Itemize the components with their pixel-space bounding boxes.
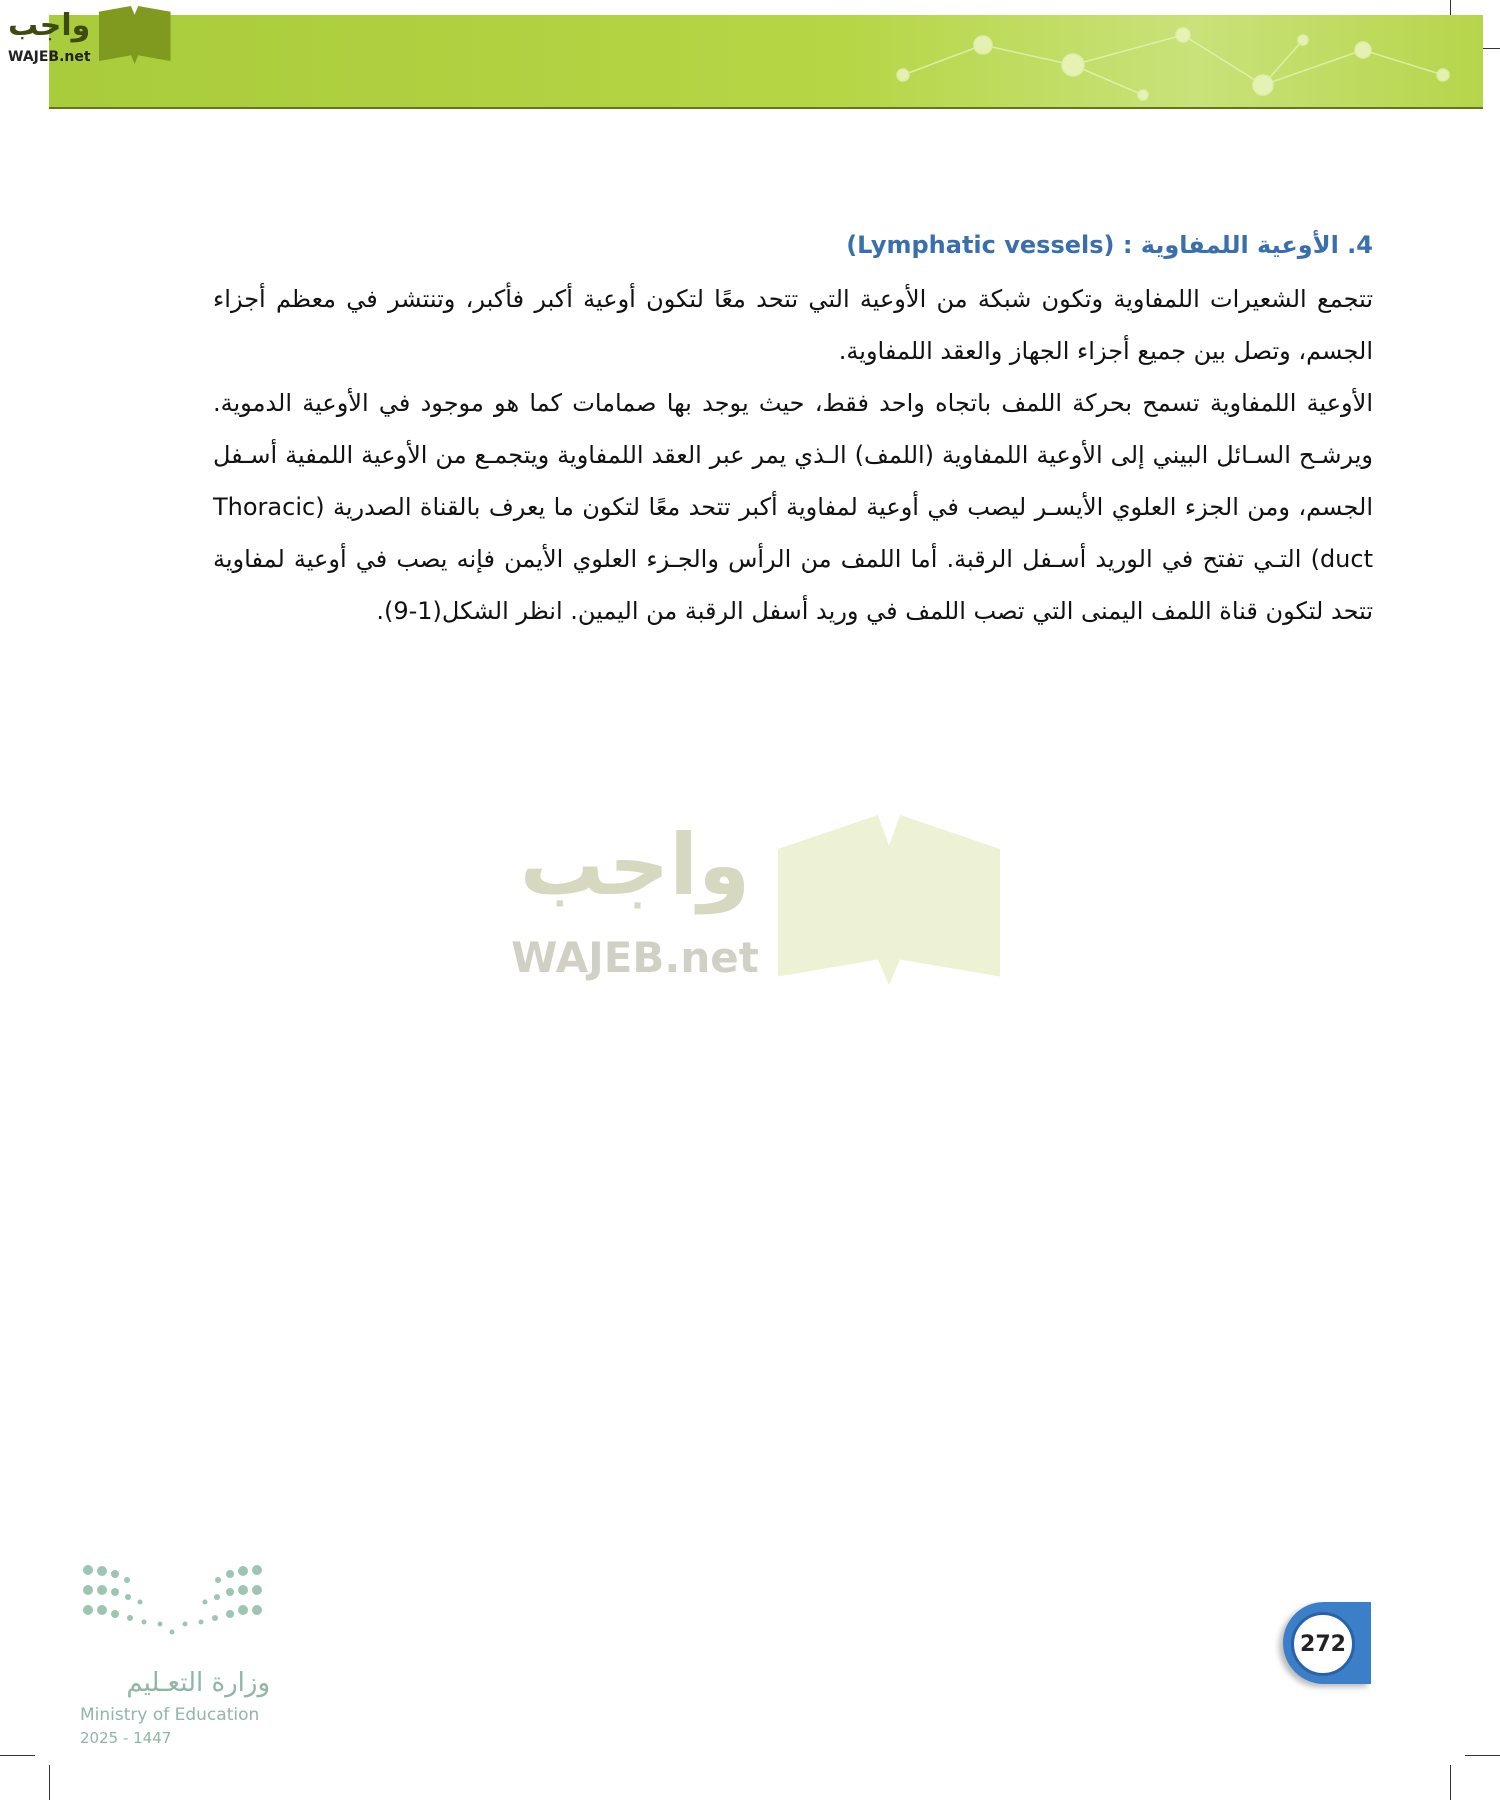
page-number: 272: [1291, 1612, 1355, 1676]
watermark-book-icon: [778, 815, 1000, 985]
ministry-name-ar: وزارة التعـليم: [126, 1668, 270, 1698]
section-heading: [213, 225, 1373, 265]
book-icon: [99, 6, 171, 64]
section-title-en: (Lymphatic vessels) :: [846, 231, 1133, 259]
section-title-ar: الأوعية اللمفاوية: [1140, 231, 1339, 259]
paragraph-2: الأوعية اللمفاوية تسمح بحركة اللمف باتجاه واحد فقط، حيث يوجد بها صمامات كما هو موجود في الأوعية الدموية. ويرشـح السـائل البيني إلى الأوعية اللمفاوية (اللمف) الـذي يمر عبر العقد اللمفاوية ويتجمـع من الأوعية اللمفية أسـفل الجسم، ومن الجزء العلوي الأيسـر ليصب في أوعية لمفاوية أكبر تتحد معًا لتكون ما يعرف بالقناة الصدرية (Thoracic duct) التـي تفتح في الوريد أسـفل الرقبة. أما اللمف من الرأس والجـزء العلوي الأيمن فإنه يصب في أوعية لمفاوية تتحد لتكون قناة اللمف اليمنى التي تصب اللمف في وريد أسفل الرقبة من اليمين. انظر الشكل(1-9).: [213, 389, 1373, 625]
watermark-english: WAJEB.net: [511, 933, 759, 982]
ministry-name-en: Ministry of Education: [80, 1705, 260, 1725]
section-content: [213, 225, 1373, 637]
network-pattern-decoration: [843, 15, 1483, 107]
section-number: 4.: [1347, 231, 1373, 259]
page-number-badge: [1283, 1602, 1371, 1684]
ministry-year: 2025 - 1447: [80, 1729, 172, 1747]
watermark-arabic: واجب: [519, 816, 751, 914]
watermark: [505, 800, 1000, 1000]
ministry-logo: [80, 1562, 270, 1749]
logo-english: WAJEB.net: [8, 49, 91, 65]
paragraph-1: تتجمع الشعيرات اللمفاوية وتكون شبكة من الأوعية التي تتحد معًا لتكون أوعية أكبر فأكبر، وتنتشر في معظم أجزاء الجسم، وتصل بين جميع أجزاء الجهاز والعقد اللمفاوية.: [213, 285, 1373, 365]
header-banner: [49, 15, 1483, 109]
wajeb-logo[interactable]: [8, 4, 171, 66]
ministry-dots-emblem: [80, 1562, 265, 1657]
logo-arabic: واجب: [8, 8, 91, 43]
